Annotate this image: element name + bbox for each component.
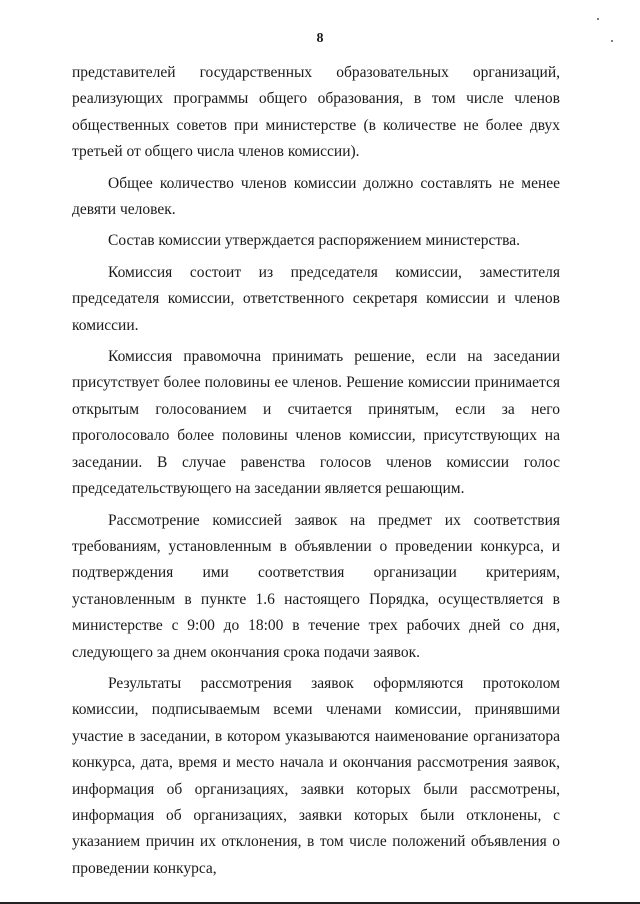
scan-speck [611,40,613,42]
paragraph-continuation: представителей государственных образовательных организаций, реализующих программы общего образования, в том числе членов общественных советов при министерстве (в количестве не более двух третьей от общего числа членов комиссии). [72,64,560,161]
paragraph: Результаты рассмотрения заявок оформляются протоколом комиссии, подписываемым всеми членами комиссии, принявшими участие в заседании, в котором указываются наименование организатора конкурса, дата, время и место начала и окончания рассмотрения заявок, информация об организациях, заявки которых были рассмотрены, информация об организациях, заявки которых были отклонены, с указанием причин их отклонения, в том числе положений объявления о проведении конкурса, [72,674,560,877]
paragraph: Состав комиссии утверждается распоряжением министерства. [108,232,520,250]
paragraph: Комиссия состоит из председателя комиссии, заместителя председателя комиссии, ответственного секретаря комиссии и членов комиссии. [72,263,560,334]
paragraph: Рассмотрение комиссией заявок на предмет их соответствия требованиям, установленным в объявлении о проведении конкурса, и подтверждения ими соответствия организации критериям, установленным в пункте 1.6 настоящего Порядка, осуществляется в министерстве с 9:00 до 18:00 в течение трех рабочих дней со дня, следующего за днем окончания срока подачи заявок. [72,511,560,661]
paragraph: Общее количество членов комиссии должно составлять не менее девяти человек. [72,174,560,219]
scan-speck [597,18,599,20]
document-body [72,60,560,887]
paragraph: Комиссия правомочна принимать решение, если на заседании присутствует более половины ее членов. Решение комиссии принимается открытым голосованием и считается принятым, если за него проголосовало более половины членов комиссии, присутствующих на заседании. В случае равенства голосов членов комиссии голос председательствующего на заседании является решающим. [72,348,560,498]
page-number: 8 [316,31,324,46]
